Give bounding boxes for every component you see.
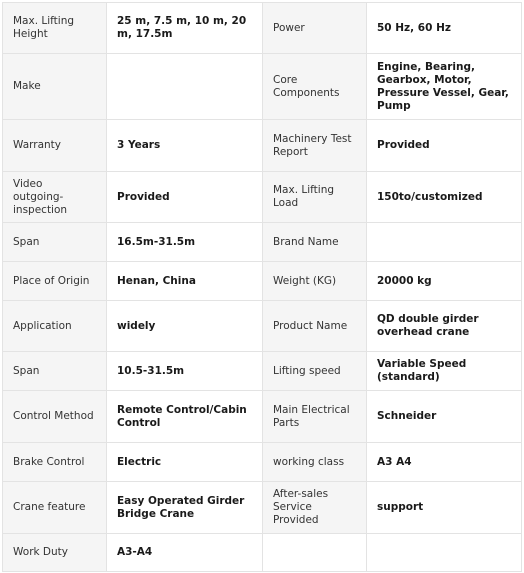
spec-value: Remote Control/Cabin Control [107,391,263,443]
table-row [3,262,522,301]
table-row [3,391,522,443]
spec-value: Variable Speed (standard) [367,352,522,391]
spec-value: 3 Years [107,120,263,172]
table-row [3,54,522,120]
spec-value: Electric [107,443,263,482]
spec-value: 150to/customized [367,172,522,223]
spec-value: 25 m, 7.5 m, 10 m, 20 m, 17.5m [107,3,263,54]
spec-value [107,54,263,120]
spec-value: A3 A4 [367,443,522,482]
spec-value: Easy Operated Girder Bridge Crane [107,482,263,534]
spec-value: support [367,482,522,534]
spec-label: Main Electrical Parts [263,391,367,443]
spec-label: Product Name [263,301,367,352]
spec-label: Brand Name [263,223,367,262]
spec-label: Weight (KG) [263,262,367,301]
spec-value: Henan, China [107,262,263,301]
spec-label [263,534,367,572]
spec-label: Core Components [263,54,367,120]
spec-label: Brake Control [3,443,107,482]
spec-label: Work Duty [3,534,107,572]
spec-label: Machinery Test Report [263,120,367,172]
spec-label: Application [3,301,107,352]
spec-label: Max. Lifting Height [3,3,107,54]
spec-value: Schneider [367,391,522,443]
spec-value: 16.5m-31.5m [107,223,263,262]
spec-label: Warranty [3,120,107,172]
spec-value: Provided [367,120,522,172]
spec-label: Video outgoing-inspection [3,172,107,223]
table-row [3,352,522,391]
spec-value: Provided [107,172,263,223]
spec-label: Place of Origin [3,262,107,301]
spec-label: working class [263,443,367,482]
specification-table [2,2,522,572]
spec-label: Lifting speed [263,352,367,391]
spec-label: Control Method [3,391,107,443]
spec-value [367,223,522,262]
spec-value: widely [107,301,263,352]
spec-label: Crane feature [3,482,107,534]
spec-value: Engine, Bearing, Gearbox, Motor, Pressure Vessel, Gear, Pump [367,54,522,120]
table-row [3,443,522,482]
spec-value: 20000 kg [367,262,522,301]
spec-value: QD double girder overhead crane [367,301,522,352]
spec-value: A3-A4 [107,534,263,572]
spec-label: Make [3,54,107,120]
table-row [3,482,522,534]
spec-label: Power [263,3,367,54]
specification-table-body [3,3,522,572]
spec-label: Span [3,223,107,262]
table-row [3,120,522,172]
spec-value [367,534,522,572]
table-row [3,3,522,54]
table-row [3,534,522,572]
table-row [3,172,522,223]
spec-value: 50 Hz, 60 Hz [367,3,522,54]
spec-label: Span [3,352,107,391]
table-row [3,301,522,352]
spec-label: Max. Lifting Load [263,172,367,223]
spec-value: 10.5-31.5m [107,352,263,391]
table-row [3,223,522,262]
spec-label: After-sales Service Provided [263,482,367,534]
